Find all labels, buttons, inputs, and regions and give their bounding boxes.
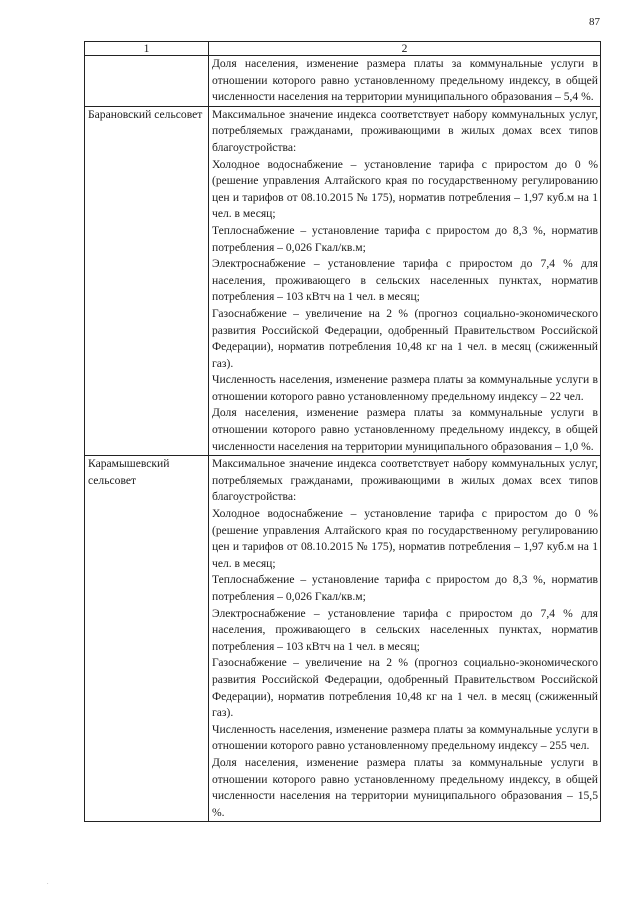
population-share-paragraph: Доля населения, изменение размера платы за коммунальные услуги в отношении которого равно установленному предельному индексу, в общей численности населения на территории муниципального образования – 1,0 %. bbox=[212, 406, 598, 453]
table-row-continuation bbox=[85, 56, 601, 107]
max-index-paragraph: Максимальное значение индекса соответствует набору коммунальных услуг, потребляемых гражданами, проживающими в жилых домах всех типов благоустройства: bbox=[212, 457, 598, 504]
scan-artifact: . bbox=[47, 880, 49, 886]
description-cell bbox=[209, 456, 601, 822]
heating-paragraph: Теплоснабжение – установление тарифа с приростом до 8,3 %, норматив потребления – 0,026 Гкал/кв.м; bbox=[212, 573, 598, 603]
region-cell bbox=[85, 456, 209, 822]
cold-water-paragraph: Холодное водоснабжение – установление тарифа с приростом до 0 % (решение управления Алтайского края по государственному регулированию цен и тарифов от 08.10.2015 № 175), норматив потребления – 1,97 куб.м на 1 чел. в месяц; bbox=[212, 157, 598, 221]
electricity-paragraph: Электроснабжение – установление тарифа с приростом до 7,4 % для населения, проживающего в сельских населенных пунктах, норматив потребления – 103 кВтч на 1 чел. в месяц; bbox=[212, 257, 598, 304]
cold-water-paragraph: Холодное водоснабжение – установление тарифа с приростом до 0 % (решение управления Алтайского края по государственному регулированию цен и тарифов от 08.10.2015 № 175), норматив потребления – 1,97 куб.м на 1 чел. в месяц; bbox=[212, 507, 598, 570]
indicator-table bbox=[84, 41, 601, 822]
share-paragraph: Доля населения, изменение размера платы за коммунальные услуги в отношении которого равно установленному предельному индексу, в общей численности населения на территории муниципального образования – 5,4 %. bbox=[212, 57, 598, 104]
gas-paragraph: Газоснабжение – увеличение на 2 % (прогноз социально-экономического развития Российской Федерации, одобренный Правительством Российской Федерации), норматив потребления 10,48 кг на 1 чел. в месяц (сжиженный газ). bbox=[212, 306, 598, 370]
region-cell bbox=[85, 106, 209, 455]
region-name: Карамышевский сельсовет bbox=[88, 457, 170, 487]
description-cell bbox=[209, 56, 601, 107]
table-row-baranovsky bbox=[85, 106, 601, 455]
gas-paragraph: Газоснабжение – увеличение на 2 % (прогноз социально-экономического развития Российской Федерации, одобренный Правительством Российской Федерации), норматив потребления 10,48 кг на 1 чел. в месяц (сжиженный газ). bbox=[212, 656, 598, 720]
region-cell-empty bbox=[85, 56, 209, 107]
table-row-karamyshevsky bbox=[85, 456, 601, 822]
column-number-1: 1 bbox=[85, 42, 209, 56]
electricity-paragraph: Электроснабжение – установление тарифа с приростом до 7,4 % для населения, проживающего в сельских населенных пунктах, норматив потребления – 103 кВтч на 1 чел. в месяц; bbox=[212, 606, 598, 653]
region-name: Барановский сельсовет bbox=[88, 107, 203, 121]
population-count-paragraph: Численность населения, изменение размера платы за коммунальные услуги в отношении которого равно установленному предельному индексу – 22 чел. bbox=[212, 373, 598, 403]
table-header-row bbox=[85, 42, 601, 56]
max-index-paragraph: Максимальное значение индекса соответствует набору коммунальных услуг, потребляемых гражданами, проживающими в жилых домах всех типов благоустройства: bbox=[212, 107, 598, 154]
description-cell bbox=[209, 106, 601, 455]
population-share-paragraph: Доля населения, изменение размера платы за коммунальные услуги в отношении которого равно установленному предельному индексу, в общей численности населения на территории муниципального образования – 15,5 %. bbox=[212, 755, 598, 819]
heating-paragraph: Теплоснабжение – установление тарифа с приростом до 8,3 %, норматив потребления – 0,026 Гкал/кв.м; bbox=[212, 223, 598, 254]
population-count-paragraph: Численность населения, изменение размера платы за коммунальные услуги в отношении которого равно установленному предельному индексу – 255 чел. bbox=[212, 722, 598, 753]
page-number: 87 bbox=[589, 16, 600, 28]
column-number-2: 2 bbox=[209, 42, 601, 56]
